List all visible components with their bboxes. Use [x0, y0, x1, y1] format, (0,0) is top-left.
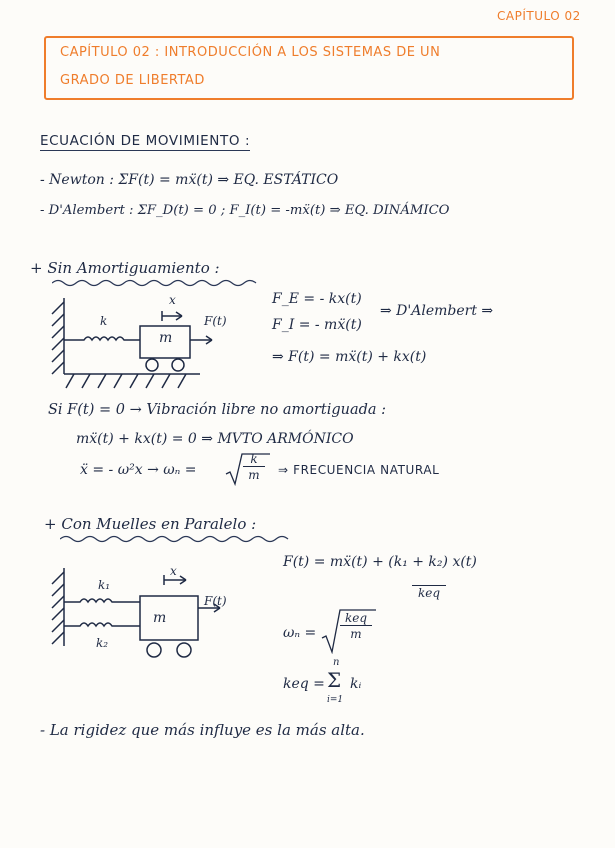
- sqrt-fraction-1: [243, 452, 265, 482]
- dalembert-arrow-label: ⇒ D'Alembert ⇒: [380, 303, 494, 319]
- dalembert-equation: - D'Alembert : ΣF_D(t) = 0 ; F_I(t) = -mẍ(t) ⇒ EQ. DINÁMICO: [40, 203, 450, 218]
- fig2-x-label: x: [170, 564, 177, 578]
- fraction-numerator: k: [243, 452, 265, 467]
- fig2-k2-label: k₂: [96, 636, 109, 650]
- sqrt-fraction-2: [340, 611, 372, 641]
- fraction-denominator: m: [248, 468, 260, 482]
- fig2-k1-label: k₁: [98, 578, 111, 592]
- chapter-tag: CAPÍTULO 02: [497, 9, 581, 23]
- newton-equation: - Newton : ΣF(t) = mẍ(t) ⇒ EQ. ESTÁTICO: [40, 172, 339, 188]
- fig1-mass-label: m: [159, 330, 173, 346]
- heading-wavy-underline: [52, 278, 264, 288]
- fraction-numerator: keq: [340, 611, 372, 626]
- spring-mass-diagram: [40, 292, 250, 402]
- fig2-force-label: F(t): [204, 594, 227, 608]
- fig2-mass-label: m: [153, 610, 167, 626]
- harmonic-motion: mẍ(t) + kx(t) = 0 ⇒ MVTO ARMÓNICO: [76, 431, 354, 447]
- section-heading-sin-amortiguamiento: + Sin Amortiguamiento :: [30, 259, 220, 277]
- section-heading-ecuacion: ECUACIÓN DE MOVIMIENTO :: [40, 133, 251, 149]
- title-box: [44, 36, 574, 100]
- motion-equation-2: F(t) = mẍ(t) + (k₁ + k₂) x(t): [283, 554, 477, 570]
- sum-icon: Σ: [327, 668, 342, 692]
- inertial-force: F_I = - mẍ(t): [272, 317, 362, 333]
- sum-lower-limit: i=1: [327, 695, 344, 705]
- fig1-x-label: x: [169, 293, 176, 307]
- motion-equation-1: ⇒ F(t) = mẍ(t) + kx(t): [272, 349, 427, 365]
- natural-frequency-label: ⇒ FRECUENCIA NATURAL: [278, 463, 440, 477]
- sum-term: kᵢ: [350, 676, 362, 692]
- fraction-denominator: m: [350, 627, 362, 641]
- section-heading-paralelo: + Con Muelles en Paralelo :: [44, 515, 257, 533]
- keq-lhs: keq =: [283, 676, 325, 692]
- parallel-springs-diagram: [40, 560, 250, 670]
- parallel-wn-lhs: ωₙ =: [283, 625, 317, 641]
- title-line-2: GRADO DE LIBERTAD: [60, 73, 205, 88]
- elastic-force: F_E = - kx(t): [272, 291, 362, 307]
- natural-frequency-lhs: ẍ = - ω²x → ωₙ =: [80, 462, 197, 478]
- stiffness-note: - La rigidez que más influye es la más alta.: [40, 721, 365, 739]
- sum-upper-limit: n: [333, 657, 340, 668]
- keq-brace-label: keq: [412, 585, 446, 600]
- fig1-force-label: F(t): [204, 314, 227, 328]
- heading-wavy-underline: [60, 534, 294, 544]
- fig1-k-label: k: [100, 314, 108, 328]
- free-vibration-condition: Si F(t) = 0 → Vibración libre no amortiguada :: [48, 402, 387, 418]
- title-line-1: CAPÍTULO 02 : INTRODUCCIÓN A LOS SISTEMAS DE UN: [60, 45, 441, 60]
